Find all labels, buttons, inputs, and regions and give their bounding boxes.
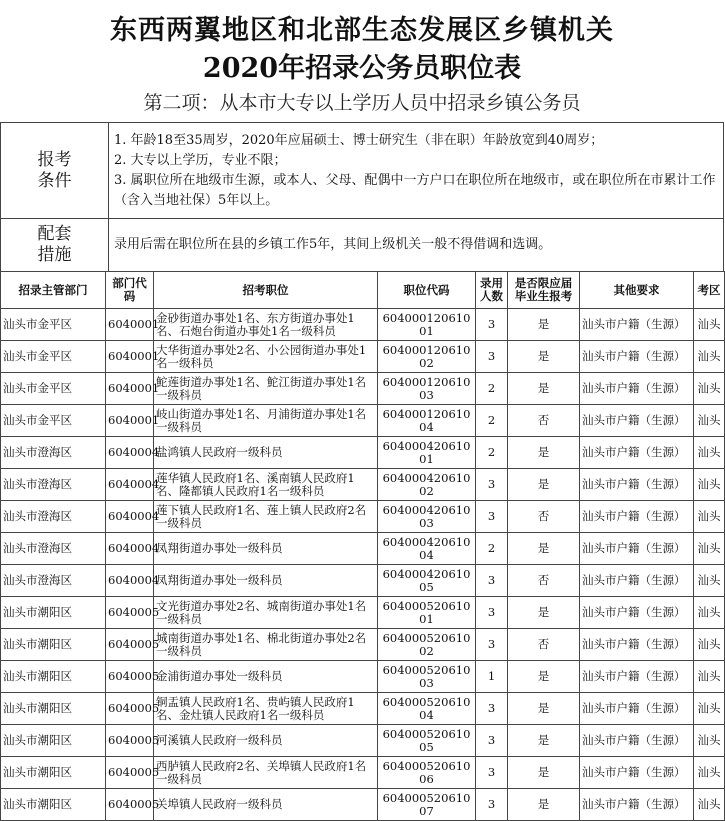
cell-position: 莲华镇人民政府1名、溪南镇人民政府1名、隆都镇人民政府1名一级科员 [154, 469, 378, 501]
cell-position-code: 60400052061003 [378, 661, 476, 693]
cell-position: 西胪镇人民政府2名、关埠镇人民政府1名一级科员 [154, 757, 378, 789]
cell-dept: 汕头市潮阳区 [1, 693, 106, 725]
page-subtitle: 第二项：从本市大专以上学历人员中招录乡镇公务员 [143, 92, 581, 114]
cell-dept-code: 6040004 [106, 437, 154, 469]
cell-exam-area: 汕头 [694, 469, 725, 501]
cell-graduate-only: 是 [508, 373, 580, 405]
table-row [1, 725, 725, 757]
cell-headcount: 3 [476, 565, 508, 597]
header-position-code: 职位代码 [378, 272, 476, 309]
cell-dept: 汕头市潮阳区 [1, 629, 106, 661]
cell-other-reqs: 汕头市户籍（生源） [580, 341, 694, 373]
cell-exam-area: 汕头 [694, 597, 725, 629]
cell-position: 关埠镇人民政府一级科员 [154, 789, 378, 821]
support-section [0, 218, 724, 272]
table-row [1, 597, 725, 629]
cell-dept-code: 6040001 [106, 309, 154, 341]
cell-graduate-only: 否 [508, 405, 580, 437]
cell-position: 文光街道办事处2名、城南街道办事处1名一级科员 [154, 597, 378, 629]
cell-headcount: 3 [476, 725, 508, 757]
cell-exam-area: 汕头 [694, 373, 725, 405]
cell-position: 城南街道办事处1名、棉北街道办事处2名一级科员 [154, 629, 378, 661]
requirements-label [1, 123, 109, 219]
cell-dept-code: 6040005 [106, 789, 154, 821]
cell-graduate-only: 否 [508, 565, 580, 597]
cell-other-reqs: 汕头市户籍（生源） [580, 533, 694, 565]
header-dept-code: 部门代码 [106, 272, 154, 309]
cell-other-reqs: 汕头市户籍（生源） [580, 789, 694, 821]
cell-headcount: 3 [476, 501, 508, 533]
cell-position-code: 60400042061003 [378, 501, 476, 533]
cell-dept-code: 6040004 [106, 533, 154, 565]
cell-other-reqs: 汕头市户籍（生源） [580, 501, 694, 533]
requirements-section [0, 122, 724, 219]
cell-exam-area: 汕头 [694, 309, 725, 341]
cell-position-code: 60400042061005 [378, 565, 476, 597]
table-row [1, 757, 725, 789]
table-row [1, 629, 725, 661]
cell-dept: 汕头市潮阳区 [1, 661, 106, 693]
table-row [1, 661, 725, 693]
cell-headcount: 3 [476, 341, 508, 373]
cell-headcount: 3 [476, 693, 508, 725]
cell-graduate-only: 是 [508, 469, 580, 501]
cell-dept: 汕头市金平区 [1, 309, 106, 341]
cell-position-code: 60400052061004 [378, 693, 476, 725]
requirement-item: 3. 属职位所在地级市生源，或本人、父母、配偶中一方户口在职位所在地级市，或在职位所在市累计工作（含入当地社保）5年以上。 [114, 172, 716, 208]
cell-dept-code: 6040005 [106, 597, 154, 629]
cell-other-reqs: 汕头市户籍（生源） [580, 629, 694, 661]
cell-position: 凤翔街道办事处一级科员 [154, 533, 378, 565]
cell-dept: 汕头市潮阳区 [1, 789, 106, 821]
cell-graduate-only: 是 [508, 597, 580, 629]
requirement-item: 1. 年龄18至35周岁，2020年应届硕士、博士研究生（非在职）年龄放宽到40周岁； [114, 132, 604, 148]
cell-headcount: 2 [476, 405, 508, 437]
requirement-item: 2. 大专以上学历，专业不限； [114, 152, 287, 168]
table-row [1, 405, 725, 437]
cell-position-code: 60400042061004 [378, 533, 476, 565]
cell-exam-area: 汕头 [694, 757, 725, 789]
cell-dept: 汕头市澄海区 [1, 565, 106, 597]
cell-exam-area: 汕头 [694, 533, 725, 565]
cell-exam-area: 汕头 [694, 789, 725, 821]
support-label-line2: 措施 [37, 245, 72, 265]
cell-dept-code: 6040005 [106, 629, 154, 661]
header-position: 招考职位 [154, 272, 378, 309]
cell-exam-area: 汕头 [694, 405, 725, 437]
cell-other-reqs: 汕头市户籍（生源） [580, 693, 694, 725]
cell-graduate-only: 是 [508, 693, 580, 725]
table-row [1, 565, 725, 597]
cell-graduate-only: 否 [508, 501, 580, 533]
cell-graduate-only: 是 [508, 533, 580, 565]
requirements-text [109, 123, 724, 219]
table-header-row [1, 272, 725, 309]
cell-headcount: 3 [476, 597, 508, 629]
cell-other-reqs: 汕头市户籍（生源） [580, 565, 694, 597]
cell-other-reqs: 汕头市户籍（生源） [580, 469, 694, 501]
cell-position: 凤翔街道办事处一级科员 [154, 565, 378, 597]
cell-position: 金砂街道办事处1名、东方街道办事处1名、石炮台街道办事处1名一级科员 [154, 309, 378, 341]
cell-dept: 汕头市潮阳区 [1, 725, 106, 757]
cell-position: 铜盂镇人民政府1名、贵屿镇人民政府1名、金灶镇人民政府1名一级科员 [154, 693, 378, 725]
cell-other-reqs: 汕头市户籍（生源） [580, 373, 694, 405]
table-row [1, 789, 725, 821]
cell-position-code: 60400042061001 [378, 437, 476, 469]
cell-other-reqs: 汕头市户籍（生源） [580, 597, 694, 629]
table-row [1, 341, 725, 373]
cell-dept: 汕头市金平区 [1, 405, 106, 437]
cell-position-code: 60400052061002 [378, 629, 476, 661]
header-exam-area: 考区 [694, 272, 725, 309]
header-graduate-only: 是否限应届毕业生报考 [508, 272, 580, 309]
cell-headcount: 3 [476, 469, 508, 501]
cell-dept: 汕头市潮阳区 [1, 597, 106, 629]
cell-exam-area: 汕头 [694, 437, 725, 469]
cell-dept-code: 6040004 [106, 565, 154, 597]
cell-dept: 汕头市澄海区 [1, 437, 106, 469]
cell-graduate-only: 是 [508, 661, 580, 693]
cell-other-reqs: 汕头市户籍（生源） [580, 437, 694, 469]
support-label [1, 219, 109, 272]
cell-position-code: 60400042061002 [378, 469, 476, 501]
cell-dept-code: 6040004 [106, 469, 154, 501]
cell-dept-code: 6040001 [106, 341, 154, 373]
cell-graduate-only: 是 [508, 725, 580, 757]
cell-dept: 汕头市金平区 [1, 341, 106, 373]
cell-position: 莲下镇人民政府1名、莲上镇人民政府2名一级科员 [154, 501, 378, 533]
cell-graduate-only: 是 [508, 309, 580, 341]
table-row [1, 309, 725, 341]
cell-position: 金浦街道办事处一级科员 [154, 661, 378, 693]
cell-position-code: 60400012061004 [378, 405, 476, 437]
cell-other-reqs: 汕头市户籍（生源） [580, 405, 694, 437]
positions-table [0, 271, 725, 821]
cell-graduate-only: 是 [508, 789, 580, 821]
cell-exam-area: 汕头 [694, 341, 725, 373]
cell-exam-area: 汕头 [694, 501, 725, 533]
cell-position: 盐鸿镇人民政府一级科员 [154, 437, 378, 469]
cell-dept-code: 6040005 [106, 725, 154, 757]
cell-other-reqs: 汕头市户籍（生源） [580, 757, 694, 789]
requirements-label-line2: 条件 [37, 170, 72, 191]
cell-exam-area: 汕头 [694, 629, 725, 661]
cell-position-code: 60400012061002 [378, 341, 476, 373]
requirements-label-line1: 报考 [37, 149, 72, 170]
table-row [1, 469, 725, 501]
table-row [1, 501, 725, 533]
cell-exam-area: 汕头 [694, 661, 725, 693]
cell-headcount: 3 [476, 309, 508, 341]
cell-exam-area: 汕头 [694, 693, 725, 725]
header-headcount: 录用人数 [476, 272, 508, 309]
cell-position-code: 60400052061005 [378, 725, 476, 757]
support-label-line1: 配套 [37, 224, 72, 244]
page-title: 东西两翼地区和北部生态发展区乡镇机关 [110, 15, 614, 46]
table-row [1, 693, 725, 725]
cell-position-code: 60400012061003 [378, 373, 476, 405]
cell-position: 鮀莲街道办事处1名、鮀江街道办事处1名一级科员 [154, 373, 378, 405]
cell-dept: 汕头市澄海区 [1, 533, 106, 565]
cell-other-reqs: 汕头市户籍（生源） [580, 725, 694, 757]
cell-dept: 汕头市澄海区 [1, 501, 106, 533]
table-row [1, 437, 725, 469]
table-row [1, 533, 725, 565]
cell-position: 大华街道办事处2名、小公园街道办事处1名一级科员 [154, 341, 378, 373]
cell-graduate-only: 是 [508, 437, 580, 469]
page-title-year: 2020年招录公务员职位表 [202, 53, 522, 84]
support-text: 录用后需在职位所在县的乡镇工作5年，其间上级机关一般不得借调和选调。 [109, 219, 724, 272]
cell-dept-code: 6040004 [106, 501, 154, 533]
cell-headcount: 3 [476, 757, 508, 789]
cell-dept-code: 6040001 [106, 405, 154, 437]
cell-headcount: 3 [476, 789, 508, 821]
cell-headcount: 1 [476, 661, 508, 693]
cell-position-code: 60400052061007 [378, 789, 476, 821]
header-dept: 招录主管部门 [1, 272, 106, 309]
cell-position-code: 60400052061001 [378, 597, 476, 629]
cell-other-reqs: 汕头市户籍（生源） [580, 661, 694, 693]
table-row [1, 373, 725, 405]
cell-dept-code: 6040005 [106, 661, 154, 693]
cell-position: 河溪镇人民政府一级科员 [154, 725, 378, 757]
cell-exam-area: 汕头 [694, 565, 725, 597]
cell-exam-area: 汕头 [694, 725, 725, 757]
cell-headcount: 2 [476, 533, 508, 565]
cell-headcount: 2 [476, 373, 508, 405]
cell-position-code: 60400012061001 [378, 309, 476, 341]
cell-graduate-only: 否 [508, 629, 580, 661]
cell-graduate-only: 是 [508, 757, 580, 789]
header-other-reqs: 其他要求 [580, 272, 694, 309]
cell-headcount: 3 [476, 629, 508, 661]
cell-dept: 汕头市潮阳区 [1, 757, 106, 789]
cell-position-code: 60400052061006 [378, 757, 476, 789]
cell-dept-code: 6040001 [106, 373, 154, 405]
cell-headcount: 2 [476, 437, 508, 469]
cell-dept-code: 6040005 [106, 757, 154, 789]
cell-dept-code: 6040005 [106, 693, 154, 725]
cell-other-reqs: 汕头市户籍（生源） [580, 309, 694, 341]
cell-dept: 汕头市金平区 [1, 373, 106, 405]
cell-dept: 汕头市澄海区 [1, 469, 106, 501]
cell-position: 岐山街道办事处1名、月浦街道办事处1名一级科员 [154, 405, 378, 437]
cell-graduate-only: 是 [508, 341, 580, 373]
